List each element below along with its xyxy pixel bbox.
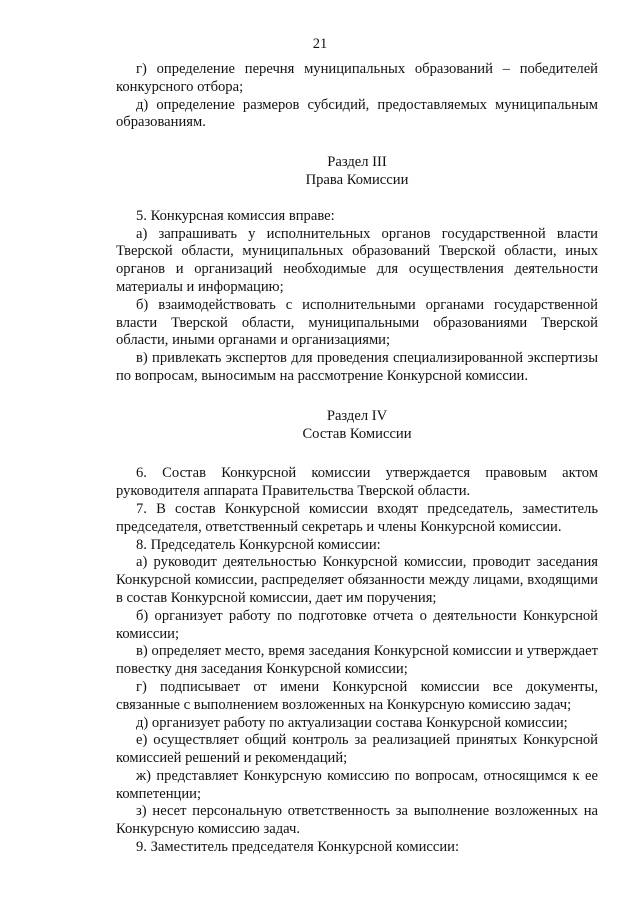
paragraph-8b: б) организует работу по подготовке отчета о деятельности Конкурсной комиссии; bbox=[116, 607, 598, 642]
paragraph-item-g: г) определение перечня муниципальных образований – победителей конкурсного отбора; bbox=[116, 61, 598, 95]
paragraph-7: 7. В состав Конкурсной комиссии входят председатель, заместитель председателя, ответственный секретарь и члены Конкурсной комиссии. bbox=[116, 500, 598, 535]
paragraph-5a: а) запрашивать у исполнительных органов государственной власти Тверской области, муниципальных образований Тверской области, иных органов и организаций необходимые для осуществления деятельности материалы и информацию; bbox=[116, 225, 598, 295]
paragraph-8v: в) определяет место, время заседания Конкурсной комиссии и утверждает повестку дня заседания Конкурсной комиссии; bbox=[116, 643, 598, 678]
paragraph-8a: а) руководит деятельностью Конкурсной комиссии, проводит заседания Конкурсной комиссии, распределяет обязанности между лицами, входящими в состав Конкурсной комиссии, дает им поручения; bbox=[116, 554, 598, 606]
paragraph-8: 8. Председатель Конкурсной комиссии: bbox=[136, 536, 381, 553]
section-3-title: Права Комиссии bbox=[305, 171, 409, 188]
paragraph-8zh: ж) представляет Конкурсную комиссию по вопросам, относящимся к ее компетенции; bbox=[116, 767, 598, 802]
paragraph-8e: е) осуществляет общий контроль за реализацией принятых Конкурсной комиссией решений и рекомендаций; bbox=[116, 732, 598, 767]
paragraph-5: 5. Конкурсная комиссия вправе: bbox=[136, 207, 335, 224]
section-4-title: Состав Комиссии bbox=[302, 425, 412, 442]
paragraph-5v: в) привлекать экспертов для проведения специализированной экспертизы по вопросам, выносимым на рассмотрение Конкурсной комиссии. bbox=[116, 350, 598, 384]
paragraph-9: 9. Заместитель председателя Конкурсной комиссии: bbox=[136, 839, 460, 856]
section-4-number: Раздел IV bbox=[326, 407, 388, 424]
paragraph-8z: з) несет персональную ответственность за выполнение возложенных на Конкурсную комиссию задач. bbox=[116, 803, 598, 838]
paragraph-item-d: д) определение размеров субсидий, предоставляемых муниципальным образованиям. bbox=[116, 96, 598, 131]
paragraph-5b: б) взаимодействовать с исполнительными органами государственной власти Тверской области, муниципальными образованиями Тверской области, иными органами и организациями; bbox=[116, 296, 598, 349]
paragraph-8d: д) организует работу по актуализации состава Конкурсной комиссии; bbox=[136, 714, 568, 731]
document-body bbox=[116, 61, 598, 857]
section-3-number: Раздел III bbox=[327, 154, 387, 171]
page-number: 21 bbox=[312, 36, 328, 52]
paragraph-8g: г) подписывает от имени Конкурсной комиссии все документы, связанные с выполнением возложенных на Конкурсную комиссию задач; bbox=[116, 678, 598, 713]
paragraph-6: 6. Состав Конкурсной комиссии утверждается правовым актом руководителя аппарата Правительства Тверской области. bbox=[116, 465, 598, 500]
